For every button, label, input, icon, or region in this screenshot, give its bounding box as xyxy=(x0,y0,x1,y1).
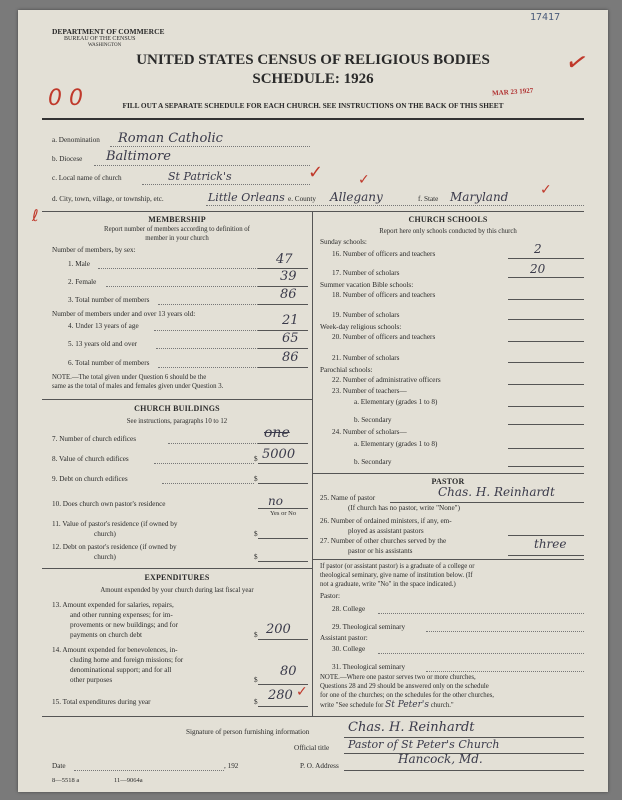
denomination-value: Roman Catholic xyxy=(118,131,223,146)
check-mark-icon: ✓ xyxy=(562,45,592,81)
schedule-year: SCHEDULE: 1926 xyxy=(252,71,374,87)
q27-value: three xyxy=(534,537,567,551)
q5-value: 65 xyxy=(282,331,299,346)
bureau-name: BUREAU OF THE CENSUS xyxy=(64,36,136,42)
q6-label: 6. Total number of members xyxy=(68,359,150,367)
check-mark-icon: ✓ xyxy=(296,684,308,700)
q7-label: 7. Number of church edifices xyxy=(52,435,137,443)
diocese-label: b. Diocese xyxy=(52,155,83,163)
county-value: Allegany xyxy=(330,190,383,204)
signature: Chas. H. Reinhardt xyxy=(348,720,475,735)
q4-value: 21 xyxy=(282,313,299,328)
state-value: Maryland xyxy=(450,190,509,204)
q3-value: 86 xyxy=(280,287,297,302)
city-value: Little Orleans xyxy=(208,191,285,204)
dept-name: DEPARTMENT OF COMMERCE xyxy=(52,27,165,36)
q10-label: 10. Does church own pastor's residence xyxy=(52,500,166,508)
divider xyxy=(42,118,584,120)
local-name-value: St Patrick's xyxy=(168,170,232,183)
q17-value: 20 xyxy=(530,262,546,276)
pastor-heading: PASTOR xyxy=(431,477,465,486)
city-label: d. City, town, village, or township, etc. xyxy=(52,195,164,203)
serial-number: 17417 xyxy=(530,12,561,23)
q15-value: 280 xyxy=(268,688,293,703)
q1-value: 47 xyxy=(276,252,293,267)
q4-label: 4. Under 13 years of age xyxy=(68,322,139,330)
form-title: UNITED STATES CENSUS OF RELIGIOUS BODIES xyxy=(136,52,490,68)
state-label: f. State xyxy=(418,195,439,203)
bureau-city: WASHINGTON xyxy=(88,43,122,48)
q7-value: one xyxy=(264,425,290,441)
q16-value: 2 xyxy=(534,242,542,256)
received-stamp: MAR 23 1927 xyxy=(491,86,534,98)
check-mark-icon: ✓ xyxy=(308,162,324,183)
margin-mark: ℓ xyxy=(32,206,39,225)
q15-label: 15. Total expenditures during year xyxy=(52,698,151,706)
instructions-line: FILL OUT A SEPARATE SCHEDULE FOR EACH CHURCH. SEE INSTRUCTIONS ON THE BACK OF THIS SHEET xyxy=(122,101,504,110)
q5-label: 5. 13 years old and over xyxy=(68,340,138,348)
column-divider xyxy=(312,211,313,716)
q25-label: 25. Name of pastor xyxy=(320,494,376,502)
q2-value: 39 xyxy=(280,269,297,284)
local-name-label: c. Local name of church xyxy=(52,174,122,182)
schools-heading: CHURCH SCHOOLS xyxy=(408,215,488,224)
q2-label: 2. Female xyxy=(68,278,97,286)
official-title: Pastor of St Peter's Church xyxy=(348,738,500,751)
q14-value: 80 xyxy=(280,664,297,679)
q8-value: 5000 xyxy=(262,447,296,462)
red-mark: 0 0 xyxy=(48,86,83,111)
census-schedule-page: 17417 DEPARTMENT OF COMMERCE BUREAU OF THE CENSUS WASHINGTON UNITED STATES CENSUS OF RELIGIOUS BODIES SCHEDULE: 1926 0 0 MAR 23 1927 ✓ FILL OUT A SEPARATE SCHEDULE FOR EACH CHURCH. SEE INSTRUCTIONS ON THE BACK OF THIS SHEET a. Denomination Roman Catholic b. Diocese Baltimore c. Local name of church St Patrick's ✓ d. City, town, village, or township, etc. Little Orleans e. County Allegany f. State Maryland ✓ ✓ ℓ MEMBERSHIP Report number of members according to definition of member in your church Number of members, by sex: 1. Male 47 2. Female 39 3. Total number of members 86 Number of members under and over 13 years old: 4. Under 13 years of age 21 5. 13 years old and over 65 6. Total number of members 86 NOTE.—The total given under Question 6 should be the same as the total of males and females given under Question 3. CHURCH BUILDINGS See instructions, paragraphs 10 to 12 7. Number of church edifices one 8. Value of church edifices $ 5000 9. Debt on church edifices $ 10. Does church own pastor's residence no Yes or No 11. Value of pastor's residence (if owned by church) $ 12. Debt on pastor's residence (if owned by church) $ EXPENDITURES Amount expended by your church during last fiscal year 13. Amount expended for salaries, repairs, and other running expenses; for im- provements or new buildings; and for payments on church debt $ 200 14. Amount expended for benevolences, in- cluding home and foreign missions; for denominational support; and for all other purposes 80 $ 15. Total expenditures during year $ 280 ✓ CHURCH SCHOOLS Report here only schools conducted by this church Sunday schools: 16. Number of officers and teachers 2 17. Number of scholars 20 Summer vacation Bible schools: 18. Number of officers and teachers 19. Number of scholars Week-day religious schools: 20. Number of officers and teachers 21. Number of scholars Parochial schools: 22. Number of administrative officers 23. Number of teachers— a. Elementary (grades 1 to 8) b. Secondary 24. Number of scholars— a. Elementary (grades 1 to 8) b. Secondary PASTOR 25. Name of pastor Chas. H. Reinhardt (If church has no pastor, write "None") 26. Number of ordained ministers, if any, em- ployed as assistant pastors 27. Number of other churches served by the pastor or his assistants three If pastor (or assistant pastor) is a graduate of a college or theological seminary, give name of institution below. (If not a graduate, write "No" in the space indicated.) Pastor: 28. College 29. Theological seminary Assistant pastor: 30. College 31. Theological seminary NOTE.—Where one pastor serves two or more churches, Questions 28 and 29 should be answered only on the schedule for one of the churches; on the schedules for the other churches, write "See schedule for St Peter's church." Signature of person furnishing information Chas. H. Reinhardt Official title Pastor of St Peter's Church Date , 192 P. O. Address Hancock, Md. 8—5518 a 11—9064a xyxy=(18,10,608,792)
check-mark-icon: ✓ xyxy=(358,172,370,188)
q13-value: 200 xyxy=(266,622,291,637)
q8-label: 8. Value of church edifices xyxy=(52,455,129,463)
check-mark-icon: ✓ xyxy=(540,182,552,198)
membership-heading: MEMBERSHIP xyxy=(148,215,206,224)
q3-label: 3. Total number of members xyxy=(68,296,150,304)
diocese-value: Baltimore xyxy=(106,149,171,164)
q25-value: Chas. H. Reinhardt xyxy=(438,485,555,499)
po-address: Hancock, Md. xyxy=(398,752,483,766)
q1-label: 1. Male xyxy=(68,260,90,268)
denomination-label: a. Denomination xyxy=(52,136,100,144)
see-schedule-value: St Peter's xyxy=(385,700,430,710)
county-label: e. County xyxy=(288,195,316,203)
q6-value: 86 xyxy=(282,350,299,365)
q10-value: no xyxy=(268,494,283,508)
expenditures-heading: EXPENDITURES xyxy=(144,573,210,582)
q9-label: 9. Debt on church edifices xyxy=(52,475,128,483)
buildings-heading: CHURCH BUILDINGS xyxy=(134,404,220,413)
